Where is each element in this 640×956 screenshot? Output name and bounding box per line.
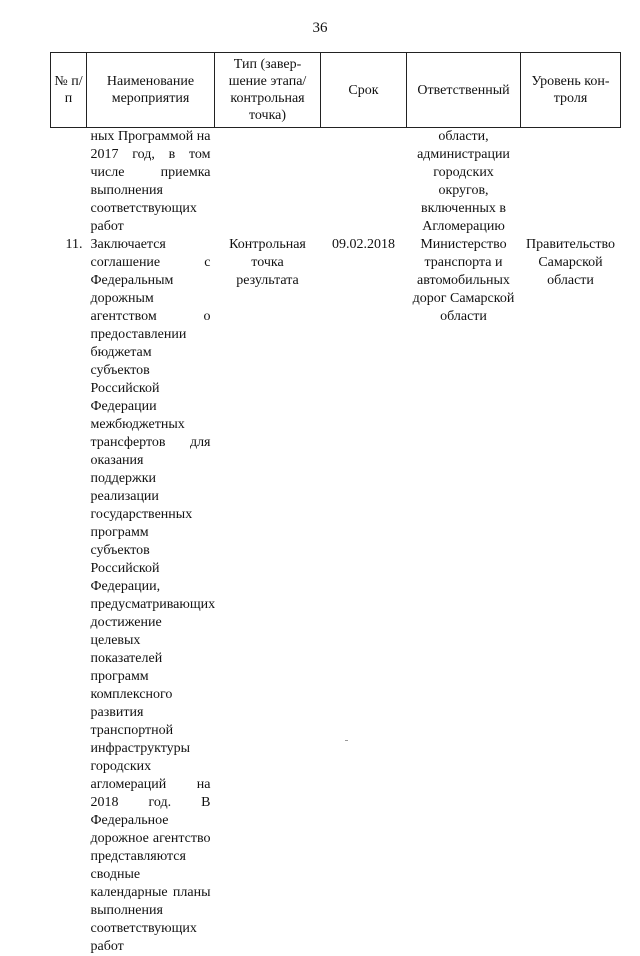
header-type: Тип (завер-шение этапа/ контрольная точка) (215, 53, 321, 128)
table-header-row (51, 53, 621, 128)
header-deadline: Срок (321, 53, 407, 128)
cont-control (521, 128, 621, 237)
page-number: 36 (312, 20, 328, 36)
header-control: Уровень кон-троля (521, 53, 621, 128)
table-row-11 (51, 236, 621, 956)
row-11-num: 11. (65, 237, 83, 252)
action-plan-table (50, 52, 621, 956)
cont-responsible: области, администрации городских округов, включенных в Агломерацию (417, 129, 510, 234)
row-11-deadline: 09.02.2018 (332, 237, 395, 252)
scan-speck (345, 740, 348, 741)
header-name: Наименование мероприятия (87, 53, 215, 128)
table-row-continuation (51, 128, 621, 237)
cont-deadline (321, 128, 407, 237)
cont-num (51, 128, 87, 237)
header-num: № п/п (51, 53, 87, 128)
cont-name: ных Программой на 2017 год, в том числе приемка выполнения соответствующих работ (90, 129, 211, 234)
row-11-name: Заключается соглашение с Федеральным дорожным агентством о предоставлении бюджетам субъектов Российской Федерации межбюджетных трансфертов для оказания поддержки реализации государственных программ субъектов Российской Федерации, предусматривающих достижение целевых показателей программ комплексного развития транспортной инфраструктуры городских агломераций на 2018 год. В Федеральное дорожное агентство представляются сводные календарные планы выполнения соответствующих работ (90, 237, 216, 954)
row-11-type: Контрольная точка результата (229, 237, 306, 288)
row-11-responsible: Министерство транспорта и автомобильных дорог Самарской области (412, 237, 515, 324)
row-11-control: Правительство Самарской области (526, 237, 615, 288)
cont-type (215, 128, 321, 237)
header-responsible: Ответственный (407, 53, 521, 128)
